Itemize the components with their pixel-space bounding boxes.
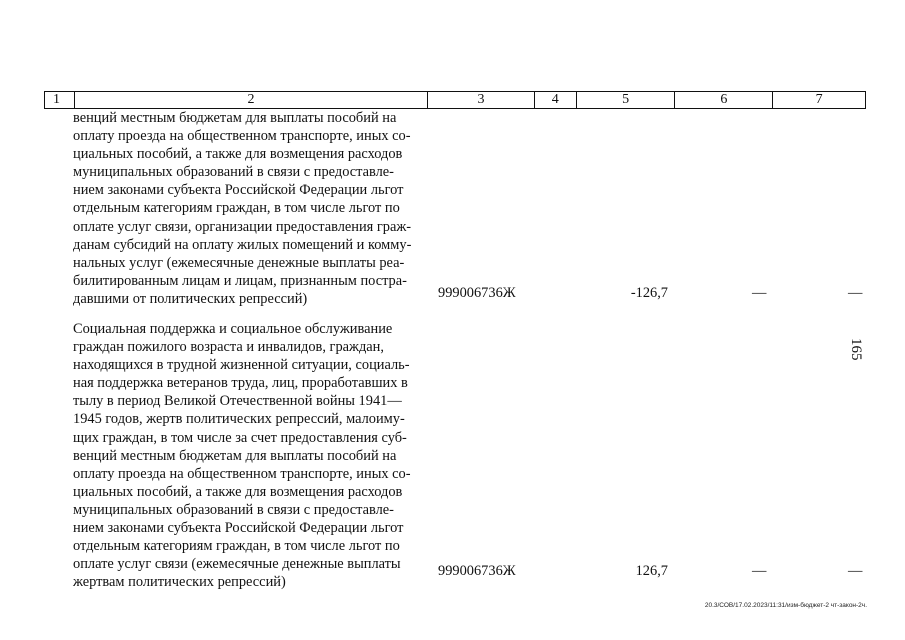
row-2-amount: 126,7 [635, 563, 668, 579]
row-1-code: 999006736Ж [438, 285, 516, 301]
column-header-5: 5 [577, 92, 676, 108]
row-2-col7: — [848, 563, 863, 579]
row-2-col6: — [752, 563, 767, 579]
column-header-2: 2 [75, 92, 428, 108]
row-1-col6: — [752, 285, 767, 301]
row-2-description: Социальная поддержка и социальное обслуживание граждан пожилого возраста и инвалидов, граждан, находящихся в трудной жизненной ситуации, социаль- ная поддержка ветеранов труда, лиц, проработавших в тылу в период Великой Отечественной войны 1941— 1945 годов, жертв политических репрессий, малоиму- щих граждан, в том числе за счет предоставления суб- венций местным бюджетам для выплаты пособий на оплату проезда на общественном транспорте, иных со- циальных пособий, а также для возмещения расходов муниципальных образований в связи с предоставле- нием законами субъекта Российской Федерации льгот отдельным категориям граждан, в том числе льгот по оплате услуг связи (ежемесячные денежные выплаты жертвам политических репрессий) [73, 321, 411, 591]
row-1-description: венций местным бюджетам для выплаты пособий на оплату проезда на общественном транспорте, иных со- циальных пособий, а также для возмещения расходов муниципальных образований в связи с предоставле- нием законами субъекта Российской Федерации льгот отдельным категориям граждан, в том числе льгот по оплате услуг связи, организации предоставления граж- данам субсидий на оплату жилых помещений и комму- нальных услуг (ежемесячные денежные выплаты реа- билитированным лицам и лицам, признанным постра- давшими от политических репрессий) [73, 110, 412, 307]
page-number: 165 [848, 338, 864, 361]
column-header-4: 4 [535, 92, 577, 108]
column-header-1: 1 [45, 92, 75, 108]
row-1-col7: — [848, 285, 863, 301]
column-header-row [44, 91, 866, 109]
column-header-6: 6 [675, 92, 773, 108]
column-header-3: 3 [428, 92, 535, 108]
row-2-code: 999006736Ж [438, 563, 516, 579]
row-1-amount: -126,7 [630, 285, 668, 301]
column-header-7: 7 [815, 92, 823, 107]
document-footer: 20.3/СОВ/17.02.2023/11:31/изм-бюджет-2 чт-закон-2ч. [704, 602, 867, 609]
